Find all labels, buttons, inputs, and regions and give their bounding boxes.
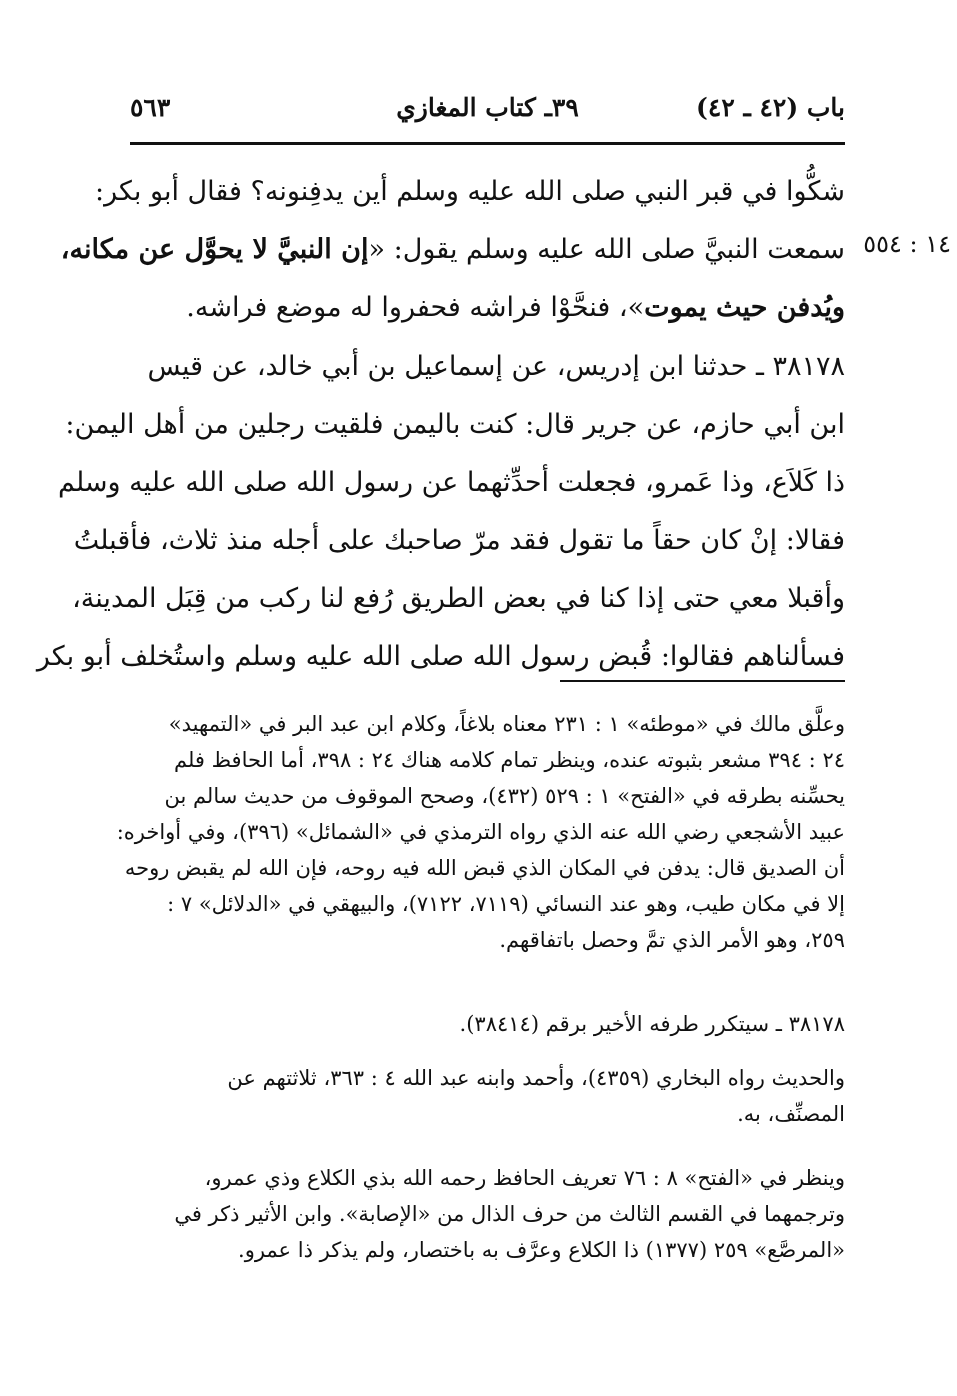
footnote-line: المصنِّف، به. <box>737 1102 845 1126</box>
footnote-line: ٢٥٩، وهو الأمر الذي تمَّ وحصل باتفاقهم. <box>499 928 845 952</box>
main-text <box>60 163 845 337</box>
footnote-line: عبيد الأشجعي رضي الله عنه الذي رواه الترمذي في «الشمائل» (٣٩٦)، وفي أواخره: <box>116 820 845 844</box>
footnote-line: وينظر في «الفتح» ٨ : ٧٦ تعريف الحافظ رحمه الله بذي الكلاع وذي عمرو، <box>204 1166 845 1190</box>
text-line: وأقبلا معي حتى إذا كنا في بعض الطريق رُفع لنا ركب من قِبَل المدينة، <box>72 583 845 614</box>
running-header <box>130 88 845 128</box>
footnote-line: وترجمهما في القسم الثالث من حرف الذال من «الإصابة». وابن الأثير ذكر في <box>174 1202 845 1226</box>
footnote-line: ٢٤ : ٣٩٤ مشعر بثبوته عنده، وينظر تمام كلامه هناك ٢٤ : ٣٩٨، أما الحافظ فلم <box>173 748 845 772</box>
text-line: فسألناهم فقالوا: قُبض رسول الله صلى الله عليه وسلم واستُخلف أبو بكر <box>36 641 845 672</box>
footnote-paragraph <box>130 1006 845 1042</box>
text-line: شكُّوا في قبر النبي صلى الله عليه وسلم أين يدفِنونه؟ فقال أبو بكر: <box>95 176 845 207</box>
text-line <box>130 279 845 337</box>
text-line: ابن أبي حازم، عن جرير قال: كنت باليمن فلقيت رجلين من أهل اليمن: <box>65 409 845 440</box>
text-segment: سمعت النبيَّ صلى الله عليه وسلم يقول: « <box>368 234 845 265</box>
text-line <box>60 221 845 279</box>
footnote-paragraph <box>116 706 845 958</box>
footnote-paragraph <box>130 1060 845 1132</box>
text-line: فقالا: إنْ كان حقاً ما تقول فقد مرّ صاحبك على أجله منذ ثلاث، فأقبلتُ <box>73 525 845 556</box>
text-segment: »، فنحَّوْا فراشه فحفروا له موضع فراشه. <box>186 292 645 323</box>
margin-reference: ١٤ : ٥٥٤ <box>863 230 951 258</box>
footnote-line: وعلَّق مالك في «موطئه» ١ : ٢٣١ معناه بلاغاً، وكلام ابن عبد البر في «التمهيد» <box>168 712 845 736</box>
footnote-line: يحسِّنه بطرقه في «الفتح» ١ : ٥٢٩ (٤٣٢)، وصحح الموقوف من حديث سالم بن <box>164 784 845 808</box>
header-rule <box>130 142 845 145</box>
main-text-hadith-38178 <box>36 338 845 686</box>
footnote-line: ٣٨١٧٨ ـ سيتكرر طرفه الأخير برقم (٣٨٤١٤). <box>459 1012 845 1036</box>
hadith-quote: إن النبيَّ لا يحوَّل عن مكانه، <box>60 234 369 265</box>
footnote-separator <box>560 680 845 682</box>
chapter-title: باب (٤٢ ـ ٤٢) <box>696 93 845 122</box>
page-number: ٥٦٣ <box>130 93 171 122</box>
footnote-paragraph <box>130 1160 845 1268</box>
footnote-line: «المرصَّع» ٢٥٩ (١٣٧٧) ذا الكلاع وعرَّف به باختصار، ولم يذكر ذا عمرو. <box>238 1238 845 1262</box>
footnote-line: أن الصديق قال: يدفن في المكان الذي قبض الله فيه روحه، فإن الله لم يقبض روحه <box>124 856 845 880</box>
footnote-line: والحديث رواه البخاري (٤٣٥٩)، وأحمد وابنه عبد الله ٤ : ٣٦٣، ثلاثتهم عن <box>227 1066 845 1090</box>
book-title: ٣٩ـ كتاب المغازي <box>396 93 579 122</box>
text-line: ذا كَلاَع، وذا عَمرو، فجعلت أحدِّثهما عن رسول الله صلى الله عليه وسلم <box>58 467 845 498</box>
hadith-quote: ويُدفن حيث يموت <box>644 292 845 323</box>
text-line: ٣٨١٧٨ ـ حدثنا ابن إدريس، عن إسماعيل بن أبي خالد، عن قيس <box>147 351 845 382</box>
footnote-line: إلا في مكان طيب، وهو عند النسائي (٧١١٩، ٧١٢٢)، والبيهقي في «الدلائل» ٧ : <box>167 892 845 916</box>
